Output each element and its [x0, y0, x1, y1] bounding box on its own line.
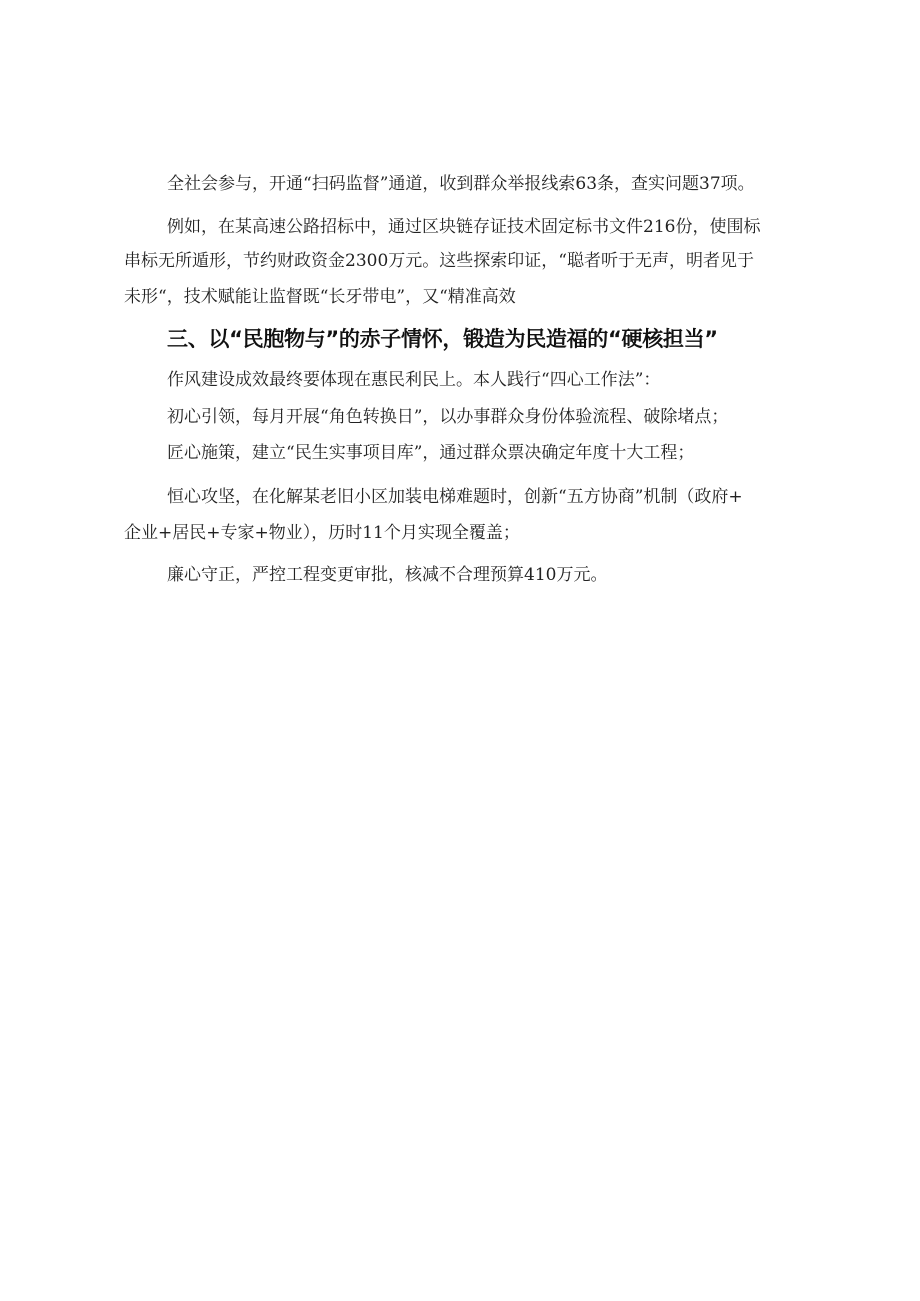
section-line-6: 廉心守正，严控工程变更审批，核减不合理预算410万元。: [167, 565, 608, 585]
section-line-1: 作风建设成效最终要体现在惠民利民上。本人践行“四心工作法”：: [167, 370, 661, 390]
section-heading: 三、以“民胞物与”的赤子情怀，锻造为民造福的“硬核担当”: [167, 327, 718, 351]
section-line-4: 恒心攻坚，在化解某老旧小区加装电梯难题时，创新“五方协商”机制（政府+: [167, 487, 743, 507]
paragraph-line-1: 全社会参与，开通“扫码监督”通道，收到群众举报线索63条，查实问题37项。: [167, 174, 755, 194]
paragraph-line-4: 未形“，技术赋能让监督既“长牙带电”，又“精准高效: [124, 287, 516, 307]
paragraph-line-2: 例如，在某高速公路招标中，通过区块链存证技术固定标书文件216份，使围标: [167, 217, 761, 237]
section-line-3: 匠心施策，建立“民生实事项目库”，通过群众票决确定年度十大工程；: [167, 443, 695, 463]
section-line-2: 初心引领，每月开展“角色转换日”，以办事群众身份体验流程、破除堵点；: [167, 407, 729, 427]
section-line-5: 企业+居民+专家+物业），历时11个月实现全覆盖；: [124, 523, 520, 543]
paragraph-line-3: 串标无所遁形，节约财政资金2300万元。这些探索印证，“聪者听于无声，明者见于: [124, 251, 754, 271]
